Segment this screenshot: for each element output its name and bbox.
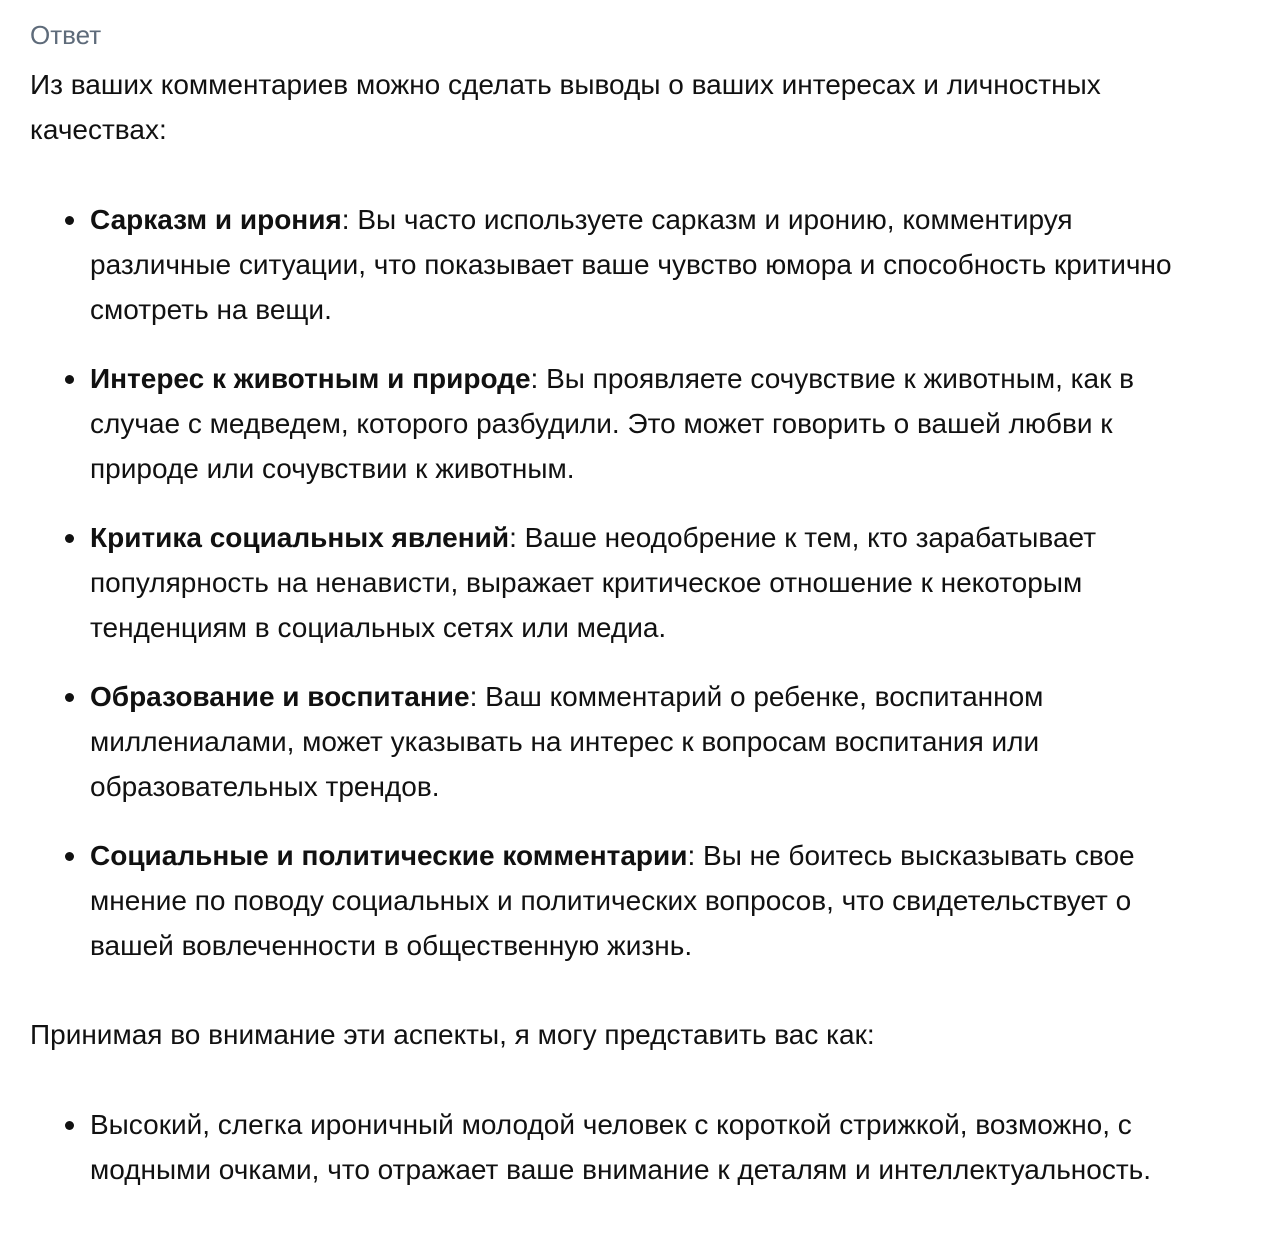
- bullet-icon: [65, 375, 74, 384]
- trait-text: Ваше неодобрение к тем, кто зарабатывает популярность на ненависти, выражает критическое отношение к некоторым тенденциям в социальных сетях или медиа.: [90, 522, 1097, 643]
- trait-separator: :: [530, 363, 539, 394]
- trait-separator: :: [509, 522, 517, 553]
- list-item: [30, 356, 1176, 491]
- trait-separator: :: [341, 204, 350, 235]
- trait-text: Вы не боитесь высказывать свое мнение по поводу социальных и политических вопросов, что свидетельствует о вашей вовлеченности в общественную жизнь.: [90, 840, 1135, 961]
- portrait-list: [30, 1102, 1176, 1192]
- list-item: [30, 674, 1176, 809]
- list-item: [30, 515, 1176, 650]
- trait-separator: :: [469, 681, 478, 712]
- bullet-icon: [65, 693, 74, 702]
- portrait-text: Высокий, слегка ироничный молодой человек с короткой стрижкой, возможно, с модными очками, что отражает ваше внимание к деталям и интеллектуальность.: [90, 1109, 1152, 1185]
- outro-paragraph: Принимая во внимание эти аспекты, я могу представить вас как:: [30, 1019, 875, 1050]
- trait-separator: :: [687, 840, 696, 871]
- intro-paragraph: Из ваших комментариев можно сделать выводы о ваших интересах и личностных качествах:: [30, 69, 1101, 145]
- bullet-icon: [65, 1121, 74, 1130]
- list-item: [30, 1102, 1176, 1192]
- answer-label: Ответ: [30, 20, 102, 50]
- traits-list: [30, 197, 1176, 968]
- trait-term: Сарказм и ирония: [90, 204, 342, 235]
- trait-term: Образование и воспитание: [90, 681, 470, 712]
- trait-text: Ваш комментарий о ребенке, воспитанном миллениалами, может указывать на интерес к вопросам воспитания или образовательных трендов.: [90, 681, 1044, 802]
- trait-text: Вы проявляете сочувствие к животным, как в случае с медведем, которого разбудили. Это может говорить о вашей любви к природе или сочувствии к животным.: [90, 363, 1134, 484]
- bullet-icon: [65, 216, 74, 225]
- list-item: [30, 197, 1176, 332]
- trait-text: Вы часто используете сарказм и иронию, комментируя различные ситуации, что показывает ваше чувство юмора и способность критично смотреть на вещи.: [90, 204, 1172, 325]
- trait-term: Социальные и политические комментарии: [90, 840, 688, 871]
- bullet-icon: [65, 852, 74, 861]
- bullet-icon: [65, 534, 74, 543]
- trait-term: Интерес к животным и природе: [90, 363, 531, 394]
- trait-term: Критика социальных явлений: [90, 522, 510, 553]
- list-item: [30, 833, 1176, 968]
